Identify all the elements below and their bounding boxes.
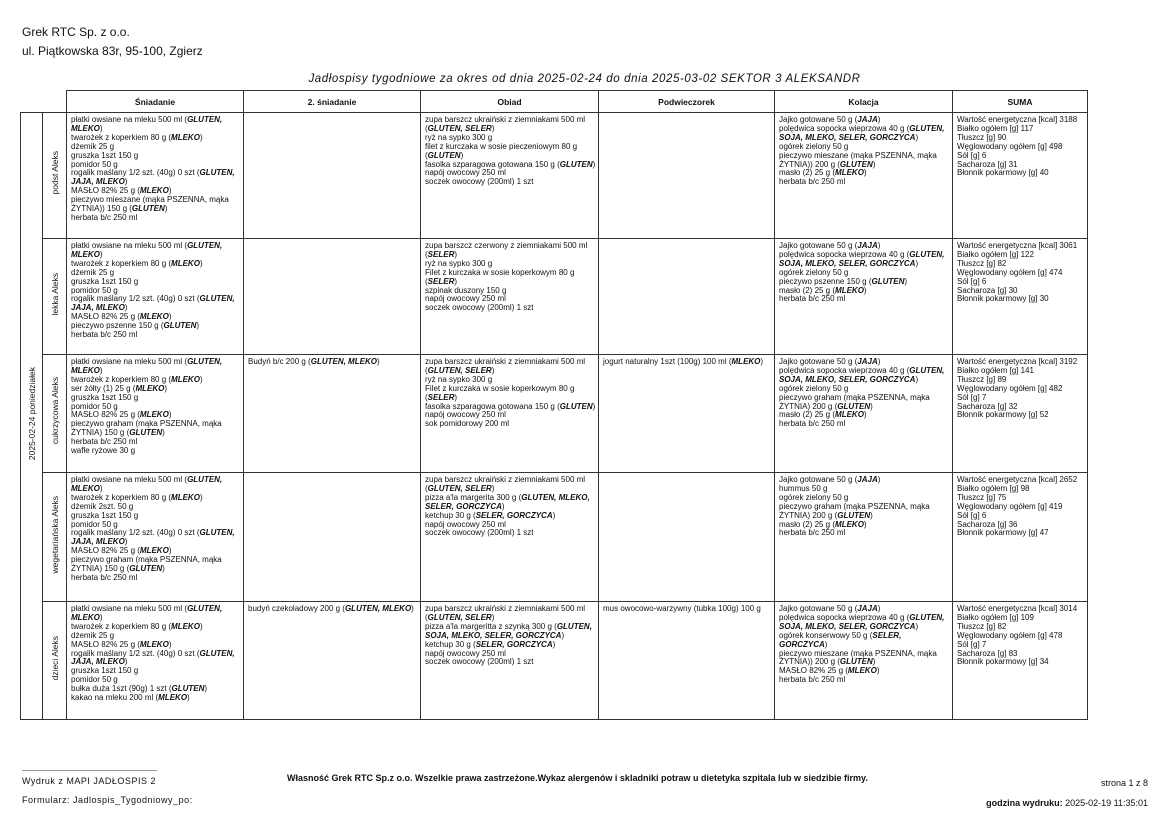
nutrition-line: Białko ogółem [g] 109: [957, 612, 1034, 622]
menu-item-line: napój owocowy 250 ml: [425, 168, 506, 178]
menu-item-line: napój owocowy 250 ml: [425, 519, 506, 529]
menu-item-line: dżemik 25 g: [71, 267, 115, 277]
page-number: strona 1 z 8: [1100, 778, 1148, 788]
menu-item-line: pieczywo mieszane (mąka PSZENNA, mąka: [71, 195, 229, 205]
nutrition-line: Białko ogółem [g] 117: [957, 123, 1034, 133]
menu-item-line: MASŁO 82% 25 g (MLEKO): [779, 666, 880, 676]
nutrition-line: Węglowodany ogółem [g] 474: [957, 267, 1063, 277]
menu-item-line: mus owocowo-warzywny (tubka 100g) 100 g: [603, 604, 761, 613]
menu-item-line: twarożek z koperkiem 80 g (MLEKO): [71, 492, 203, 502]
menu-item-line: pizza a'la margerita 300 g (GLUTEN, MLEKO,: [425, 492, 590, 502]
menu-item-line: jogurt naturalny 1szt (100g) 100 ml (MLEKO): [603, 357, 764, 366]
nutrition-line: Błonnik pokarmowy [g] 30: [957, 294, 1049, 304]
menu-item-line: napój owocowy 250 ml: [425, 410, 506, 420]
menu-item-line: ŻYTNIA) 150 g (GLUTEN): [71, 428, 165, 438]
print-time: [986, 793, 1148, 813]
menu-item-line: pomidor 50 g: [71, 159, 118, 169]
diet-name: wegetariańska Aleks: [49, 495, 60, 574]
menu-item-line: herbata b/c 250 ml: [779, 528, 846, 538]
header-blank-cell: [21, 91, 67, 113]
menu-item-line: fasolka szparagowa gotowana 150 g (GLUTEN): [425, 159, 596, 169]
diet-row-lekka-aleks: [21, 239, 1088, 355]
menu-item-line: rogalik maślany 1/2 szt. (40g) 0 szt (GLUTEN,: [71, 294, 235, 304]
weekly-menu-table: [20, 90, 1088, 720]
meal-cell-sniadanie: [67, 602, 244, 720]
nutrition-line: Węglowodany ogółem [g] 419: [957, 501, 1063, 511]
menu-item-line: MASŁO 82% 25 g (MLEKO): [71, 410, 172, 420]
menu-item-line: ryż na sypko 300 g: [425, 374, 493, 384]
diet-name-cell: [43, 473, 67, 602]
menu-item-line: JAJA, MLEKO): [71, 177, 128, 187]
meal-cell-sniadanie: [67, 473, 244, 602]
menu-item-line: gruszka 1szt 150 g: [71, 510, 139, 520]
meal-cell-obiad: [421, 473, 599, 602]
diet-name: dzieci Aleks: [49, 635, 60, 681]
menu-item-line: gruszka 1szt 150 g: [71, 150, 139, 160]
menu-item-line: Budyń b/c 200 g (GLUTEN, MLEKO): [248, 357, 380, 366]
meal-cell-obiad: [421, 113, 599, 239]
nutrition-line: Wartość energetyczna [kcal] 3061: [957, 241, 1078, 250]
nutrition-line: Białko ogółem [g] 98: [957, 483, 1030, 493]
meal-cell-sniadanie: [67, 239, 244, 355]
meal-cell-podwieczorek: [599, 113, 775, 239]
menu-item-line: MLEKO): [71, 123, 103, 133]
menu-item-line: soczek owocowy (200ml) 1 szt: [425, 303, 534, 313]
print-time-value: 2025-02-19 11:35:01: [1065, 798, 1148, 808]
menu-item-line: pomidor 50 g: [71, 285, 118, 295]
menu-item-line: twarożek z koperkiem 80 g (MLEKO): [71, 132, 203, 142]
company-header: [22, 23, 203, 61]
menu-item-line: herbata b/c 250 ml: [71, 212, 138, 222]
meal-cell-obiad: [421, 239, 599, 355]
menu-item-line: herbata b/c 250 ml: [779, 177, 846, 187]
footer-left: [22, 772, 193, 810]
menu-item-line: masło (2) 25 g (MLEKO): [779, 519, 867, 529]
nutrition-line: Sól [g] 6: [957, 150, 987, 160]
menu-item-line: pieczywo graham (mąka PSZENNA, mąka: [779, 501, 930, 511]
nutrition-line: Węglowodany ogółem [g] 498: [957, 141, 1063, 151]
nutrition-line: Sacharoza [g] 83: [957, 648, 1018, 658]
menu-item-line: wafle ryżowe 30 g: [71, 446, 136, 456]
menu-item-line: polędwica sopocka wieprzowa 40 g (GLUTEN,: [779, 249, 945, 259]
menu-item-line: płatki owsiane na mleku 500 ml (GLUTEN,: [71, 115, 223, 124]
menu-item-line: rogalik maślany 1/2 szt. (40g) 0 szt (GLUTEN,: [71, 528, 235, 538]
menu-item-line: płatki owsiane na mleku 500 ml (GLUTEN,: [71, 357, 223, 366]
menu-item-line: Jajko gotowane 50 g (JAJA): [779, 475, 881, 484]
menu-item-line: rogalik maślany 1/2 szt. (40g) 0 szt (GLUTEN,: [71, 648, 235, 658]
menu-item-line: (GLUTEN, SELER): [425, 365, 495, 375]
nutrition-line: Wartość energetyczna [kcal] 3014: [957, 604, 1078, 613]
menu-item-line: SOJA, MLEKO, SELER, GORCZYCA): [425, 630, 565, 640]
meal-cell-kolacja: [775, 113, 953, 239]
print-time-label: godzina wydruku:: [986, 798, 1063, 808]
menu-item-line: pomidor 50 g: [71, 519, 118, 529]
menu-item-line: kakao na mleku 200 ml (MLEKO): [71, 693, 190, 703]
nutrition-line: Węglowodany ogółem [g] 478: [957, 630, 1063, 640]
menu-item-line: herbata b/c 250 ml: [71, 572, 138, 582]
meal-cell-obiad: [421, 602, 599, 720]
nutrition-line: Wartość energetyczna [kcal] 3188: [957, 115, 1078, 124]
menu-item-line: SOJA, MLEKO, SELER, GORCZYCA): [779, 132, 919, 142]
date-label: 2025-02-24 poniedziałek: [26, 366, 37, 461]
menu-item-line: pieczywo graham (mąka PSZENNA, mąka: [71, 419, 222, 429]
nutrition-line: Sacharoza [g] 31: [957, 159, 1018, 169]
menu-item-line: ogórek zielony 50 g: [779, 267, 849, 277]
nutrition-line: Błonnik pokarmowy [g] 40: [957, 168, 1049, 178]
nutrition-line: Białko ogółem [g] 141: [957, 365, 1034, 375]
menu-item-line: dżemik 25 g: [71, 630, 115, 640]
menu-item-line: szpinak duszony 150 g: [425, 285, 507, 295]
menu-item-line: Filet z kurczaka w sosie koperkowym 80 g: [425, 267, 575, 277]
date-cell: [21, 113, 43, 720]
menu-item-line: JAJA, MLEKO): [71, 537, 128, 547]
menu-item-line: ketchup 30 g (SELER, GORCZYCA): [425, 639, 556, 649]
meal-cell-podwieczorek: [599, 473, 775, 602]
menu-item-line: ryż na sypko 300 g: [425, 132, 493, 142]
menu-item-line: pieczywo pszenne 150 g (GLUTEN): [71, 321, 200, 331]
company-name: Grek RTC Sp. z o.o.: [22, 25, 130, 39]
menu-item-line: herbata b/c 250 ml: [779, 294, 846, 304]
menu-item-line: ryż na sypko 300 g: [425, 258, 493, 268]
menu-item-line: dżemik 2szt. 50 g: [71, 501, 134, 511]
menu-item-line: polędwica sopocka wieprzowa 40 g (GLUTEN,: [779, 123, 945, 133]
diet-name-cell: [43, 355, 67, 473]
menu-item-line: masło (2) 25 g (MLEKO): [779, 410, 867, 420]
menu-item-line: herbata b/c 250 ml: [71, 437, 138, 447]
menu-item-line: ser żółty (1) 25 g (MLEKO): [71, 383, 168, 393]
menu-item-line: ogórek konserwowy 50 g (SELER,: [779, 630, 902, 640]
menu-item-line: soczek owocowy (200ml) 1 szt: [425, 657, 534, 667]
menu-item-line: Jajko gotowane 50 g (JAJA): [779, 115, 881, 124]
form-line: Formularz: Jadlospis_Tygodniowy_po:: [22, 795, 193, 805]
diet-row-podst-aleks: [21, 113, 1088, 239]
nutrition-line: Tłuszcz [g] 90: [957, 132, 1007, 142]
menu-item-line: ŻYTNIA) 150 g (GLUTEN): [71, 564, 165, 574]
footer-rule: [22, 770, 157, 771]
menu-item-line: gruszka 1szt 150 g: [71, 666, 139, 676]
menu-item-line: bułka duża 1szt (90g) 1 szt (GLUTEN): [71, 684, 208, 694]
menu-item-line: SOJA, MLEKO, SELER, GORCZYCA): [779, 621, 919, 631]
meal-cell-2-sniadanie: [244, 473, 421, 602]
column-header: Podwieczorek: [599, 91, 775, 113]
column-header: Kolacja: [775, 91, 953, 113]
diet-name-cell: [43, 239, 67, 355]
nutrition-line: Błonnik pokarmowy [g] 47: [957, 528, 1049, 538]
menu-item-line: ogórek zielony 50 g: [779, 141, 849, 151]
menu-item-line: gruszka 1szt 150 g: [71, 276, 139, 286]
menu-item-line: (SELER): [425, 249, 458, 259]
menu-item-line: ŻYTNIA)) 150 g (GLUTEN): [71, 204, 168, 214]
nutrition-line: Sól [g] 6: [957, 510, 987, 520]
nutrition-line: Tłuszcz [g] 82: [957, 258, 1007, 268]
diet-name: cukrzycowa Aleks: [49, 377, 60, 445]
meal-cell-2-sniadanie: [244, 355, 421, 473]
menu-item-line: Jajko gotowane 50 g (JAJA): [779, 357, 881, 366]
meal-cell-kolacja: [775, 602, 953, 720]
nutrition-line: Sacharoza [g] 36: [957, 519, 1018, 529]
nutrition-line: Błonnik pokarmowy [g] 52: [957, 410, 1049, 420]
menu-item-line: płatki owsiane na mleku 500 ml (GLUTEN,: [71, 604, 223, 613]
nutrition-line: Sól [g] 6: [957, 276, 987, 286]
meal-cell-podwieczorek: [599, 239, 775, 355]
nutrition-line: Węglowodany ogółem [g] 482: [957, 383, 1063, 393]
menu-item-line: ŻYTNIA)) 200 g (GLUTEN): [779, 657, 876, 667]
menu-item-line: pieczywo mieszane (mąka PSZENNA, mąka: [779, 150, 937, 160]
printout-line: Wydruk z MAPI JADŁOSPIS 2: [22, 776, 156, 786]
footer-right: [986, 773, 1148, 813]
menu-item-line: ŻYTNIA) 200 g (GLUTEN): [779, 510, 873, 520]
menu-item-line: masło (2) 25 g (MLEKO): [779, 168, 867, 178]
diet-name-cell: [43, 602, 67, 720]
menu-item-line: pieczywo graham (mąka PSZENNA, mąka: [779, 392, 930, 402]
diet-name: podst Aleks: [49, 151, 60, 195]
menu-item-line: ogórek zielony 50 g: [779, 492, 849, 502]
menu-item-line: MLEKO): [71, 483, 103, 493]
nutrition-line: Sacharoza [g] 32: [957, 401, 1018, 411]
menu-item-line: napój owocowy 250 ml: [425, 648, 506, 658]
menu-item-line: ŻYTNIA)) 200 g (GLUTEN): [779, 159, 876, 169]
meal-cell-podwieczorek: [599, 602, 775, 720]
ownership-note: Własność Grek RTC Sp.z o.o. Wszelkie prawa zastrzeżone.Wykaz alergenów i skladniki potraw u dietetyka szpitala lub w siedzibie firmy.: [287, 773, 868, 783]
menu-item-line: pizza a'la margeritta z szynką 300 g (GLUTEN,: [425, 621, 592, 631]
menu-item-line: herbata b/c 250 ml: [71, 330, 138, 340]
diet-row-wegetarianska-aleks: [21, 473, 1088, 602]
meal-cell-kolacja: [775, 355, 953, 473]
menu-item-line: (GLUTEN, SELER): [425, 123, 495, 133]
document-title: Jadłospisy tygodniowe za okres od dnia 2025-02-24 do dnia 2025-03-02 SEKTOR 3 ALEKSANDR: [308, 73, 861, 85]
meal-cell-kolacja: [775, 239, 953, 355]
meal-cell-suma: [953, 473, 1088, 602]
meal-cell-sniadanie: [67, 355, 244, 473]
menu-item-line: (GLUTEN): [425, 150, 464, 160]
menu-item-line: zupa barszcz ukraiński z ziemniakami 500 ml: [425, 475, 586, 484]
menu-item-line: pieczywo pszenne 150 g (GLUTEN): [779, 276, 908, 286]
menu-item-line: herbata b/c 250 ml: [779, 419, 846, 429]
menu-item-line: pomidor 50 g: [71, 675, 118, 685]
menu-item-line: JAJA, MLEKO): [71, 657, 128, 667]
menu-item-line: masło (2) 25 g (MLEKO): [779, 285, 867, 295]
nutrition-line: Tłuszcz [g] 89: [957, 374, 1007, 384]
menu-item-line: MLEKO): [71, 249, 103, 259]
menu-item-line: (SELER): [425, 392, 458, 402]
nutrition-line: Wartość energetyczna [kcal] 3192: [957, 357, 1078, 366]
menu-item-line: SELER, GORCZYCA): [425, 501, 505, 511]
menu-item-line: twarożek z koperkiem 80 g (MLEKO): [71, 258, 203, 268]
menu-item-line: pomidor 50 g: [71, 401, 118, 411]
meal-cell-obiad: [421, 355, 599, 473]
menu-item-line: gruszka 1szt 150 g: [71, 392, 139, 402]
menu-item-line: MASŁO 82% 25 g (MLEKO): [71, 639, 172, 649]
menu-item-line: filet z kurczaka w sosie pieczeniowym 80 g: [425, 141, 578, 151]
menu-item-line: Jajko gotowane 50 g (JAJA): [779, 604, 881, 613]
menu-item-line: napój owocowy 250 ml: [425, 294, 506, 304]
menu-item-line: JAJA, MLEKO): [71, 303, 128, 313]
meal-cell-suma: [953, 239, 1088, 355]
menu-item-line: zupa barszcz ukraiński z ziemniakami 500 ml: [425, 357, 586, 366]
menu-item-line: pieczywo graham (mąka PSZENNA, mąka: [71, 555, 222, 565]
menu-item-line: zupa barszcz czerwony z ziemniakami 500 ml: [425, 241, 588, 250]
nutrition-line: Sól [g] 7: [957, 639, 987, 649]
menu-item-line: SOJA, MLEKO, SELER, GORCZYCA): [779, 374, 919, 384]
menu-item-line: soczek owocowy (200ml) 1 szt: [425, 528, 534, 538]
menu-item-line: ketchup 30 g (SELER, GORCZYCA): [425, 510, 556, 520]
menu-item-line: dżemik 25 g: [71, 141, 115, 151]
menu-item-line: Jajko gotowane 50 g (JAJA): [779, 241, 881, 250]
menu-item-line: pieczywo mieszane (mąka PSZENNA, mąka: [779, 648, 937, 658]
meal-cell-2-sniadanie: [244, 602, 421, 720]
diet-row-cukrzycowa-aleks: [21, 355, 1088, 473]
menu-item-line: (GLUTEN, SELER): [425, 612, 495, 622]
menu-item-line: herbata b/c 250 ml: [779, 675, 846, 685]
menu-item-line: polędwica sopocka wieprzowa 40 g (GLUTEN,: [779, 365, 945, 375]
meal-cell-suma: [953, 113, 1088, 239]
menu-item-line: MLEKO): [71, 612, 103, 622]
nutrition-line: Tłuszcz [g] 82: [957, 621, 1007, 631]
diet-name: lekka Aleks: [49, 272, 60, 316]
menu-item-line: MASŁO 82% 25 g (MLEKO): [71, 546, 172, 556]
menu-item-line: SOJA, MLEKO, SELER, GORCZYCA): [779, 258, 919, 268]
menu-item-line: (GLUTEN, SELER): [425, 483, 495, 493]
nutrition-line: Tłuszcz [g] 75: [957, 492, 1007, 502]
menu-item-line: hummus 50 g: [779, 483, 828, 493]
menu-item-line: zupa barszcz ukraiński z ziemniakami 500 ml: [425, 604, 586, 613]
menu-item-line: soczek owocowy (200ml) 1 szt: [425, 177, 534, 187]
menu-item-line: twarożek z koperkiem 80 g (MLEKO): [71, 374, 203, 384]
nutrition-line: Błonnik pokarmowy [g] 34: [957, 657, 1049, 667]
menu-item-line: płatki owsiane na mleku 500 ml (GLUTEN,: [71, 241, 223, 250]
meal-cell-sniadanie: [67, 113, 244, 239]
menu-item-line: twarożek z koperkiem 80 g (MLEKO): [71, 621, 203, 631]
diet-name-cell: [43, 113, 67, 239]
meal-cell-podwieczorek: [599, 355, 775, 473]
company-address: ul. Piątkowska 83r, 95-100, Zgierz: [22, 44, 203, 58]
table-body: [21, 113, 1088, 720]
menu-item-line: (SELER): [425, 276, 458, 286]
menu-item-line: MLEKO): [71, 365, 103, 375]
menu-item-line: MASŁO 82% 25 g (MLEKO): [71, 186, 172, 196]
column-header: 2. śniadanie: [244, 91, 421, 113]
menu-item-line: Filet z kurczaka w sosie koperkowym 80 g: [425, 383, 575, 393]
nutrition-line: Sól [g] 7: [957, 392, 987, 402]
menu-item-line: zupa barszcz ukraiński z ziemniakami 500 ml: [425, 115, 586, 124]
menu-item-line: fasolka szparagowa gotowana 150 g (GLUTEN): [425, 401, 596, 411]
meal-cell-2-sniadanie: [244, 239, 421, 355]
meal-cell-2-sniadanie: [244, 113, 421, 239]
menu-item-line: polędwica sopocka wieprzowa 40 g (GLUTEN,: [779, 612, 945, 622]
nutrition-line: Wartość energetyczna [kcal] 2652: [957, 475, 1078, 484]
column-header: SUMA: [953, 91, 1088, 113]
menu-item-line: rogalik maślany 1/2 szt. (40g) 0 szt (GLUTEN,: [71, 168, 235, 178]
meal-cell-suma: [953, 602, 1088, 720]
menu-item-line: budyń czekoladowy 200 g (GLUTEN, MLEKO): [248, 604, 414, 613]
meal-cell-kolacja: [775, 473, 953, 602]
menu-item-line: ŻYTNIA) 200 g (GLUTEN): [779, 401, 873, 411]
menu-item-line: ogórek zielony 50 g: [779, 383, 849, 393]
menu-item-line: sok pomidorowy 200 ml: [425, 419, 510, 429]
nutrition-line: Sacharoza [g] 30: [957, 285, 1018, 295]
column-header: Obiad: [421, 91, 599, 113]
menu-item-line: GORCZYCA): [779, 639, 828, 649]
column-header: Śniadanie: [67, 91, 244, 113]
diet-row-dzieci-aleks: [21, 602, 1088, 720]
menu-item-line: płatki owsiane na mleku 500 ml (GLUTEN,: [71, 475, 223, 484]
nutrition-line: Białko ogółem [g] 122: [957, 249, 1034, 259]
table-header-row: [21, 91, 1088, 113]
menu-item-line: MASŁO 82% 25 g (MLEKO): [71, 312, 172, 322]
meal-cell-suma: [953, 355, 1088, 473]
